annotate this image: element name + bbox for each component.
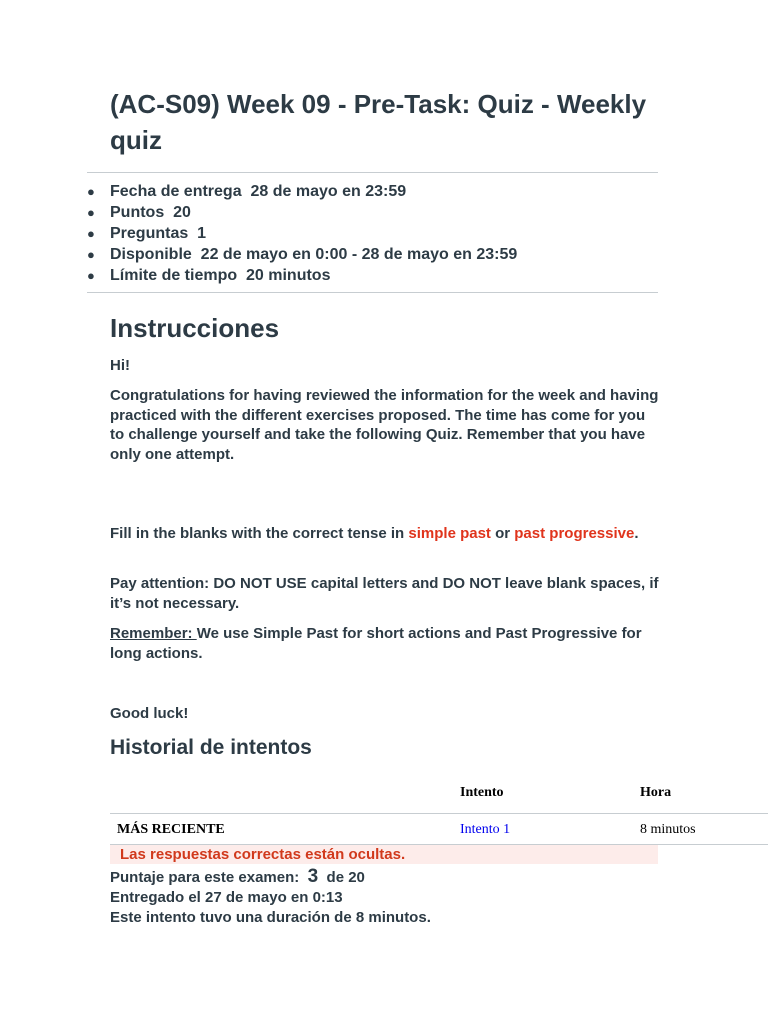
detail-value: 20 minutos bbox=[246, 267, 331, 284]
detail-value: 28 de mayo en 23:59 bbox=[250, 183, 407, 200]
remember-label: Remember: bbox=[110, 625, 197, 642]
detail-due-date bbox=[87, 181, 517, 202]
detail-value: 22 de mayo en 0:00 - 28 de mayo en 23:59 bbox=[200, 246, 518, 263]
submitted-line: Entregado el 27 de mayo en 0:13 bbox=[110, 889, 343, 906]
answers-hidden-text: Las respuestas correctas están ocultas. bbox=[120, 846, 406, 863]
bullet-icon: ● bbox=[87, 247, 95, 262]
instructions-attention: Pay attention: DO NOT USE capital letters and DO NOT leave blank spaces, if it’s not necessary. bbox=[110, 575, 659, 612]
detail-label: Límite de tiempo bbox=[110, 267, 238, 284]
detail-label: Preguntas bbox=[110, 225, 189, 242]
detail-available bbox=[87, 244, 517, 265]
remember-text: We use Simple Past for short actions and Past Progressive for long actions. bbox=[110, 625, 642, 662]
detail-points bbox=[87, 202, 517, 223]
score-block bbox=[110, 867, 431, 928]
fill-end: . bbox=[634, 525, 639, 542]
detail-label: Puntos bbox=[110, 204, 165, 221]
attempt-time: 8 minutos bbox=[640, 822, 696, 837]
instructions-closing: Good luck! bbox=[110, 705, 189, 722]
divider-bottom bbox=[87, 292, 658, 293]
bullet-icon: ● bbox=[87, 226, 95, 241]
column-header-time: Hora bbox=[640, 785, 672, 800]
quiz-title: (AC-S09) Week 09 - Pre-Task: Quiz - Weekly quiz bbox=[110, 89, 647, 155]
detail-value: 1 bbox=[197, 225, 207, 242]
table-header-divider bbox=[110, 813, 768, 814]
row-label-most-recent: MÁS RECIENTE bbox=[117, 822, 225, 837]
duration-line: Este intento tuvo una duración de 8 minutos. bbox=[110, 909, 431, 926]
fill-or: or bbox=[490, 525, 515, 542]
score-line bbox=[110, 867, 431, 888]
attempt-link[interactable]: Intento 1 bbox=[460, 822, 511, 837]
score-label: Puntaje para este examen: bbox=[110, 869, 300, 886]
term-simple-past: simple past bbox=[408, 525, 491, 542]
detail-questions bbox=[87, 223, 517, 244]
instructions-remember bbox=[110, 624, 660, 663]
quiz-details-list bbox=[87, 181, 517, 286]
column-header-attempt: Intento bbox=[460, 785, 504, 800]
instructions-intro: Congratulations for having reviewed the information for the week and having practiced with the different exercises proposed. The time has come for you to challenge yourself and take the following Quiz. Remember that you have only one attempt. bbox=[110, 387, 659, 464]
detail-value: 20 bbox=[173, 204, 191, 221]
score-value: 3 bbox=[307, 866, 319, 887]
bullet-icon: ● bbox=[87, 184, 95, 199]
history-heading: Historial de intentos bbox=[110, 736, 312, 759]
detail-label: Fecha de entrega bbox=[110, 183, 242, 200]
divider-top bbox=[87, 172, 658, 173]
detail-label: Disponible bbox=[110, 246, 192, 263]
instructions-greeting: Hi! bbox=[110, 357, 130, 374]
answers-hidden-banner bbox=[110, 845, 658, 864]
instructions-fill bbox=[110, 524, 660, 544]
bullet-icon: ● bbox=[87, 268, 95, 283]
fill-prefix: Fill in the blanks with the correct tense in bbox=[110, 525, 409, 542]
term-past-progressive: past progressive bbox=[514, 525, 635, 542]
bullet-icon: ● bbox=[87, 205, 95, 220]
instructions-heading: Instrucciones bbox=[110, 313, 280, 343]
score-of: de 20 bbox=[326, 869, 365, 886]
detail-time-limit bbox=[87, 265, 517, 286]
